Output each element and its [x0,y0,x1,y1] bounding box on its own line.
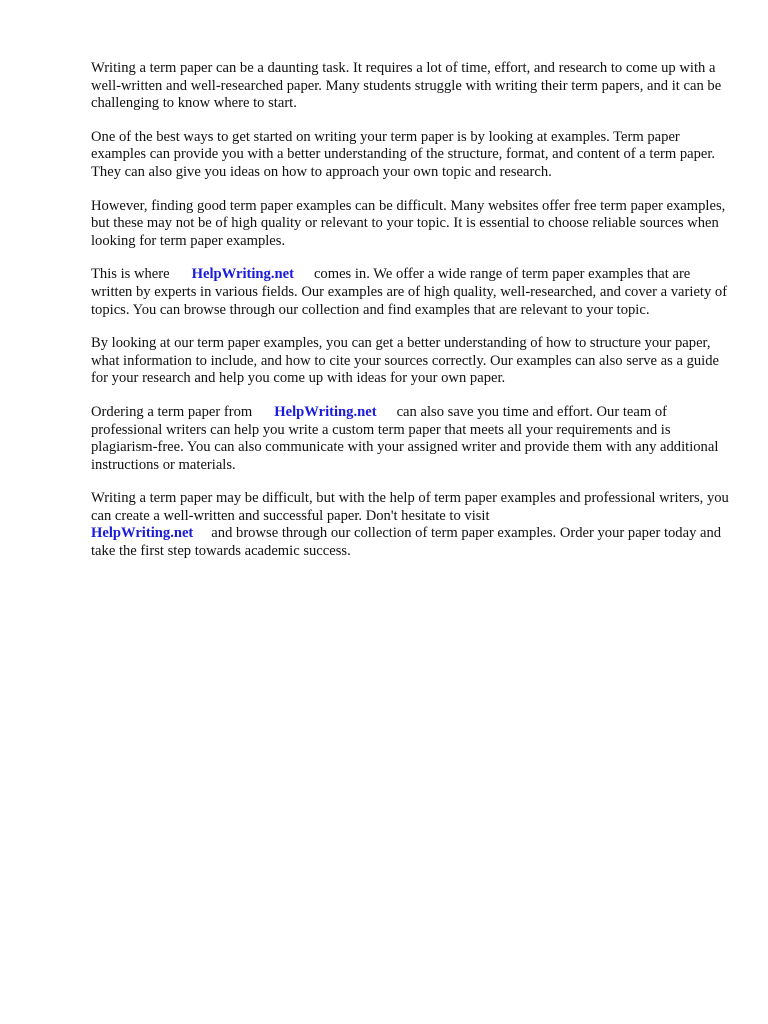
helpwriting-link[interactable]: HelpWriting.net [191,266,294,283]
helpwriting-link[interactable]: HelpWriting.net [274,403,377,420]
document-page [91,60,731,577]
helpwriting-link[interactable]: HelpWriting.net [91,525,194,542]
paragraph-conclusion-after: and browse through our collection of term paper examples. Order your paper today and take the first step towards academic success. [91,525,722,560]
paragraph-difficulty [91,198,731,251]
paragraph-benefits-text: By looking at our term paper examples, you can get a better understanding of how to structure your paper, what information to include, and how to cite your sources correctly. Our examples can also serve as a guide for your research and help you come up with ideas for your own paper. [91,335,720,387]
paragraph-examples [91,129,731,182]
paragraph-intro-text: Writing a term paper can be a daunting task. It requires a lot of time, effort, and research to come up with a well-written and well-researched paper. Many students struggle with writing their term papers, and it can be challenging to know where to start. [91,60,722,112]
paragraph-ordering-after: can also save you time and effort. Our team of professional writers can help you write a custom term paper that meets all your requirements and is plagiarism-free. You can also communicate with your assigned writer and provide them with any additional instructions or materials. [91,403,719,473]
paragraph-service-before: This is where [91,266,170,283]
paragraph-ordering-before: Ordering a term paper from [91,403,253,420]
paragraph-service [91,266,731,319]
paragraph-benefits [91,335,731,388]
paragraph-ordering [91,404,731,474]
paragraph-conclusion-before: Writing a term paper may be difficult, but with the help of term paper examples and professional writers, you can create a well-written and successful paper. Don't hesitate to visit [91,490,729,524]
paragraph-service-after: comes in. We offer a wide range of term paper examples that are written by experts in various fields. Our examples are of high quality, well-researched, and cover a variety of topics. You can browse through our collection and find examples that are relevant to your topic. [91,266,728,318]
paragraph-intro [91,60,731,113]
paragraph-difficulty-text: However, finding good term paper examples can be difficult. Many websites offer free term paper examples, but these may not be of high quality or relevant to your topic. It is essential to choose reliable sources when looking for term paper examples. [91,197,726,249]
paragraph-conclusion [91,490,731,560]
paragraph-examples-text: One of the best ways to get started on writing your term paper is by looking at examples. Term paper examples can provide you with a better understanding of the structure, format, and content of a term paper. They can also give you ideas on how to approach your own topic and research. [91,128,716,180]
